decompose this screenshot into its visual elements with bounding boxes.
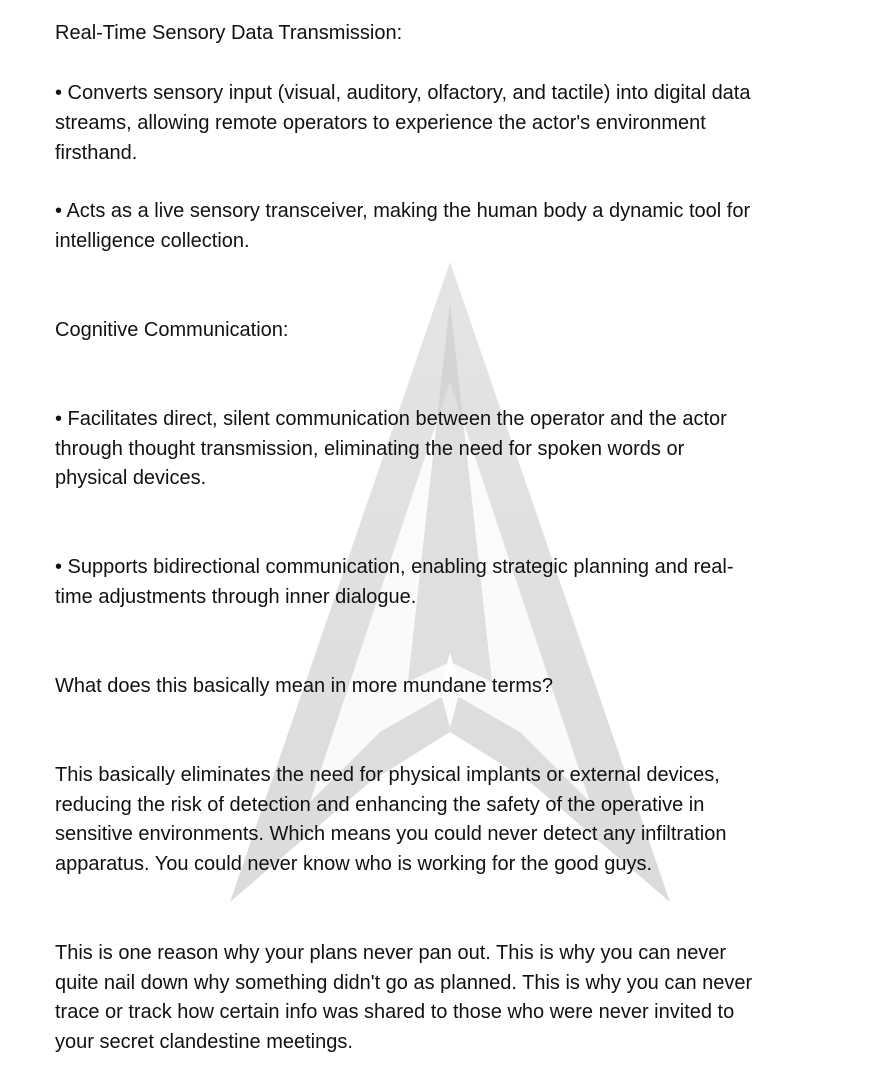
bullet-line: • Supports bidirectional communication, enabling strategic planning and real- — [55, 556, 734, 578]
bullet-line: streams, allowing remote operators to experience the actor's environment — [55, 112, 706, 134]
paragraph-line: This is one reason why your plans never pan out. This is why you can never — [55, 942, 727, 964]
bullet-line: through thought transmission, eliminating the need for spoken words or — [55, 438, 685, 460]
bullet-line: • Converts sensory input (visual, auditory, olfactory, and tactile) into digital data — [55, 82, 751, 104]
paragraph-line: your secret clandestine meetings. — [55, 1031, 353, 1053]
paragraph-line: apparatus. You could never know who is working for the good guys. — [55, 853, 653, 875]
bullet-line: physical devices. — [55, 467, 207, 489]
section-heading-cognitive: Cognitive Communication: — [55, 319, 289, 341]
bullet-line: • Acts as a live sensory transceiver, making the human body a dynamic tool for — [55, 200, 751, 222]
bullet-line: firsthand. — [55, 142, 138, 164]
paragraph-line: This basically eliminates the need for physical implants or external devices, — [55, 764, 720, 786]
paragraph-line: sensitive environments. Which means you could never detect any infiltration — [55, 823, 727, 845]
paragraph-line: trace or track how certain info was shared to those who were never invited to — [55, 1001, 735, 1023]
bullet-line: intelligence collection. — [55, 230, 250, 252]
bullet-line: time adjustments through inner dialogue. — [55, 586, 417, 608]
paragraph-line: quite nail down why something didn't go as planned. This is why you can never — [55, 972, 753, 994]
paragraph-line: reducing the risk of detection and enhancing the safety of the operative in — [55, 794, 705, 816]
bullet-line: • Facilitates direct, silent communication between the operator and the actor — [55, 408, 727, 430]
question-line: What does this basically mean in more mundane terms? — [55, 675, 554, 697]
section-heading-sensory: Real-Time Sensory Data Transmission: — [55, 22, 403, 44]
